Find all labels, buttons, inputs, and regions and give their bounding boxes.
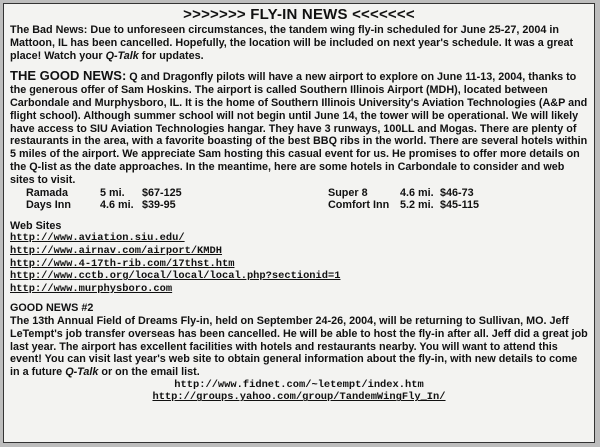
web-link-yahoo-group[interactable]: http://groups.yahoo.com/group/TandemWingFly_In/ bbox=[152, 391, 446, 404]
hotel-price: $67-125 bbox=[142, 186, 182, 199]
web-link-fidnet[interactable]: http://www.fidnet.com/~letempt/index.htm bbox=[174, 378, 424, 391]
hotel-distance: 4.6 mi. bbox=[100, 199, 134, 212]
fly-in-links bbox=[4, 379, 594, 404]
good-news-2-paragraph bbox=[4, 315, 594, 379]
hotel-price: $46-73 bbox=[440, 186, 474, 199]
hotel-name: Comfort Inn bbox=[328, 199, 390, 212]
web-link-murphysboro[interactable]: http://www.murphysboro.com bbox=[10, 282, 173, 295]
q-talk-title: Q-Talk bbox=[65, 366, 99, 379]
good-news-2-heading: GOOD NEWS #2 bbox=[10, 302, 94, 315]
hotel-name: Days Inn bbox=[26, 199, 72, 212]
bad-news-lead: The Bad News: bbox=[10, 24, 88, 36]
hotel-name: Ramada bbox=[26, 186, 69, 199]
hotel-name: Super 8 bbox=[328, 186, 368, 199]
hotel-distance: 5 mi. bbox=[100, 186, 125, 199]
web-link-cctb[interactable]: http://www.cctb.org/local/local/local.php?sectionid=1 bbox=[10, 270, 341, 283]
bad-news-paragraph bbox=[4, 24, 594, 62]
good-news-2-text-end: or on the email list. bbox=[98, 366, 200, 379]
hotel-distance: 5.2 mi. bbox=[400, 199, 434, 212]
fly-in-news-title: >>>>>>> FLY-IN NEWS <<<<<<< bbox=[183, 6, 415, 23]
bad-news-text: Due to unforeseen circumstances, the tandem wing fly-in scheduled for June 25-27, 2004 in Mattoon, IL has been cancelled. Hopefully, the location will be included on next year's schedule. It was a great place! Watch your bbox=[10, 24, 574, 62]
q-talk-title: Q-Talk bbox=[105, 49, 139, 62]
good-news-text: Q and Dragonfly pilots will have a new airport to explore on June 11-13, 2004, thanks to the generous offer of Sam Hoskins. The airport is called Southern Illinois Airport (MDH), located between Carbondale and Murphysboro, IL. It is the home of Southern Illinois University's Aviation Technologies (A&P and flight school). Although summer school will not begin until June 14, the tower will be operational. We will likely have access to SIU Aviation Technologies hangar. They have 3 runways, 100LL and Mogas. There are plenty of restaurants in the area, with a favorite boasting of the best BBQ ribs in the world. There are several hotels within 5 miles of the airport. We appreciate Sam hosting this casual event for us. He promises to offer more details on the Q-list as the date approaches. In the meantime, here are some hotels in Carbondale to consider and web sites to visit. bbox=[10, 71, 588, 186]
web-link-17th-rib[interactable]: http://www.4-17th-rib.com/17thst.htm bbox=[10, 257, 235, 270]
good-news-2-text: The 13th Annual Field of Dreams Fly-in, held on September 24-26, 2004, will be returning to Sullivan, MO. Jeff LeTempt's job transfer overseas has been cancelled. He will be able to host the fly-in after all. Jeff did a great job last year. The airport has excellent facilities with hotels and restaurants nearby. You will want to attend this event! You can visit last year's web site to obtain general information about the fly-in, with new details to come in a future bbox=[10, 314, 588, 379]
newsletter-page bbox=[3, 3, 595, 443]
web-link-airnav[interactable]: http://www.airnav.com/airport/KMDH bbox=[10, 244, 223, 257]
bad-news-text-end: for updates. bbox=[138, 49, 204, 62]
web-site-links bbox=[4, 232, 594, 295]
web-sites-heading: Web Sites bbox=[10, 219, 62, 232]
hotel-price: $39-95 bbox=[142, 199, 176, 212]
hotel-price: $45-115 bbox=[440, 199, 480, 212]
hotel-distance: 4.6 mi. bbox=[400, 186, 434, 199]
web-link-aviation-siu[interactable]: http://www.aviation.siu.edu/ bbox=[10, 232, 185, 245]
hotel-list bbox=[4, 187, 594, 212]
good-news-lead: THE GOOD NEWS: bbox=[10, 68, 127, 84]
good-news-paragraph bbox=[4, 70, 594, 186]
